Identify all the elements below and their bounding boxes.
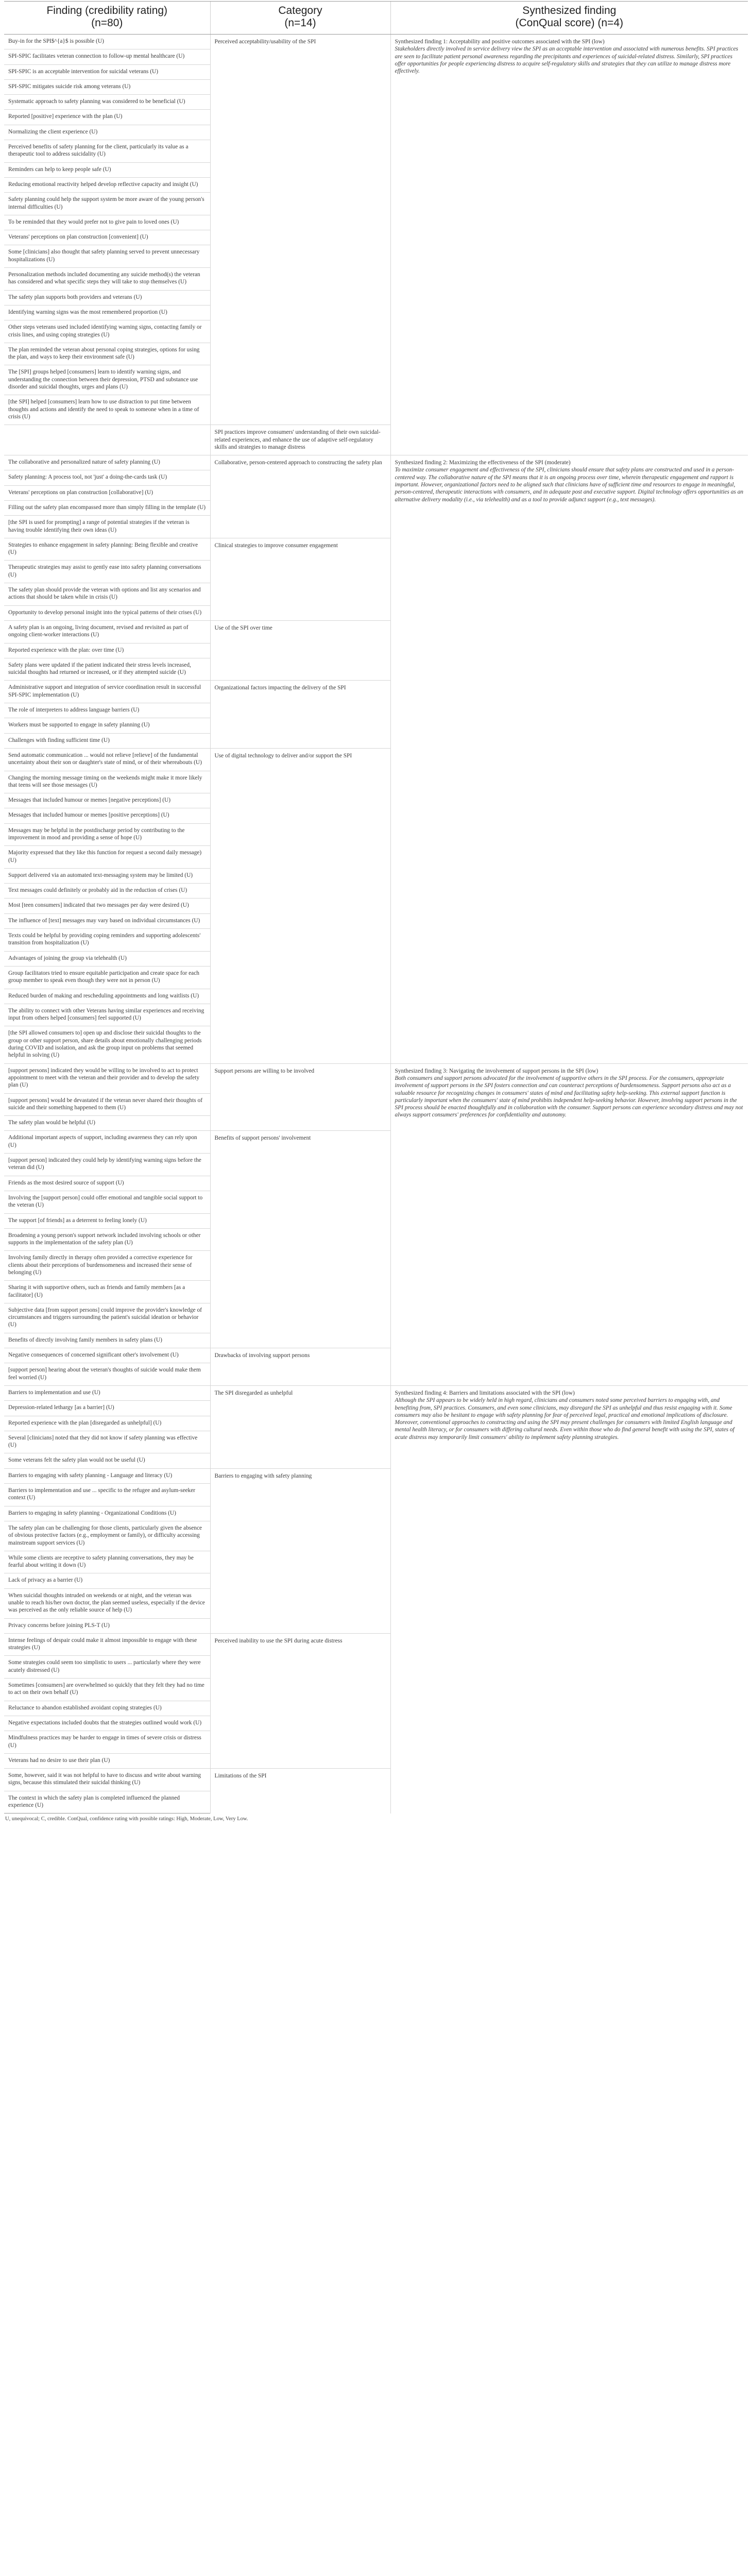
- finding-cell: [support person] hearing about the veteran's thoughts of suicide would make them feel worried (U): [4, 1363, 210, 1386]
- table-header-row: [4, 2, 748, 35]
- finding-cell: While some clients are receptive to safety planning conversations, they may be fearful about writing it down (U): [4, 1551, 210, 1573]
- category-cell: Benefits of support persons' involvement: [210, 1131, 390, 1348]
- finding-cell: Therapeutic strategies may assist to gently ease into safety planning conversations (U): [4, 561, 210, 583]
- finding-cell: Depression-related lethargy [as a barrier] (U): [4, 1401, 210, 1416]
- category-cell: Clinical strategies to improve consumer engagement: [210, 538, 390, 620]
- category-cell: Limitations of the SPI: [210, 1769, 390, 1814]
- finding-cell: Reducing emotional reactivity helped develop reflective capacity and insight (U): [4, 177, 210, 192]
- synthesized-finding-text: Although the SPI appears to be widely held in high regard, clinicians and consumers noted some perceived barriers to engaging with, and benefiting from, SPI practices. Consumers, and even some clinicians, may disregard the SPI as unhelpful and thus resist engaging with it. Some consumers may also be hesitant to engage with safety planning for fear of perceived legal, practical and emotional implications of disclosure. Moreover, conventional approaches to constructing and using the SPI may present challenges for consumers with limited English language and mental health literacy, or for consumers with differing cultural needs. Even within those who do find general benefit with using the SPI, states of acute distress may temporarily limit consumers' ability to implement safety planning strategies.: [395, 1397, 734, 1440]
- finding-cell: Some veterans felt the safety plan would not be useful (U): [4, 1453, 210, 1468]
- header-finding-count: (n=80): [91, 17, 123, 29]
- finding-cell: The context in which the safety plan is completed influenced the planned experience (U): [4, 1791, 210, 1814]
- synthesized-finding-text: Stakeholders directly involved in service delivery view the SPI as an acceptable intervention and associated with numerous benefits. SPI practices are seen to facilitate patient personal awareness regarding the precipitants and experiences of suicidal-related distress. Similarly, SPI practices offer opportunities for people experiencing distress to acquire self-regulatory skills and strategies that they can utilize to manage distress more effectively.: [395, 46, 739, 75]
- finding-cell: Buy-in for the SPI$^{a}$ is possible (U): [4, 35, 210, 49]
- finding-cell: Reluctance to abandon established avoidant coping strategies (U): [4, 1701, 210, 1716]
- category-cell: Support persons are willing to be involved: [210, 1063, 390, 1131]
- finding-cell: [support persons] indicated they would be willing to be involved to act to protect appointment to meet with the veteran and their provider and to develop the safety plan (U): [4, 1063, 210, 1093]
- finding-cell: Most [teen consumers] indicated that two messages per day were desired (U): [4, 899, 210, 913]
- finding-cell: Messages may be helpful in the postdischarge period by contributing to the improvement in mood and providing a sense of hope (U): [4, 823, 210, 846]
- finding-cell: Reported [positive] experience with the plan (U): [4, 110, 210, 125]
- finding-cell: Barriers to engaging with safety planning - Language and literacy (U): [4, 1468, 210, 1483]
- finding-cell: Benefits of directly involving family members in safety plans (U): [4, 1333, 210, 1348]
- finding-cell: The role of interpreters to address language barriers (U): [4, 703, 210, 718]
- finding-cell: The safety plan should provide the veteran with options and list any scenarios and actions that should be taken while in crisis (U): [4, 583, 210, 606]
- category-cell: Use of the SPI over time: [210, 620, 390, 680]
- finding-cell: Messages that included humour or memes [negative perceptions] (U): [4, 793, 210, 808]
- category-cell: Drawbacks of involving support persons: [210, 1348, 390, 1386]
- header-synthesis-label: Synthesized finding: [522, 5, 617, 16]
- table-row: [4, 1385, 748, 1400]
- finding-cell: The support [of friends] as a deterrent to feeling lonely (U): [4, 1213, 210, 1228]
- finding-cell: Broadening a young person's support network included involving schools or other supports in the implementation of the safety plan (U): [4, 1228, 210, 1251]
- synthesized-finding-title: Synthesized finding 4: Barriers and limitations associated with the SPI (low): [395, 1389, 575, 1396]
- table-footnote: U, unequivocal; C, credible. ConQual, confidence rating with possible ratings: High, Moderate, Low, Very Low.: [5, 1816, 248, 1822]
- finding-cell: [the SPI] helped [consumers] learn how to use distraction to put time between thoughts and actions and identify the need to speak to someone when in a time of crisis (U): [4, 395, 210, 425]
- finding-cell: Sharing it with supportive others, such as friends and family members [as a facilitator] (U): [4, 1281, 210, 1303]
- header-category: [210, 2, 390, 35]
- finding-cell: The [SPI] groups helped [consumers] learn to identify warning signs, and understanding the connection between their depression, PTSD and substance use disorder and suicidal thoughts, urges and plans (U): [4, 365, 210, 395]
- finding-cell: A safety plan is an ongoing, living document, revised and revisited as part of ongoing client-worker interactions (U): [4, 620, 210, 643]
- category-cell: The SPI disregarded as unhelpful: [210, 1385, 390, 1468]
- table-row: [4, 455, 748, 470]
- finding-cell: Group facilitators tried to ensure equitable participation and create space for each group member to speak even though they were not in person (U): [4, 966, 210, 989]
- finding-cell: Perceived benefits of safety planning for the client, particularly its value as a therapeutic tool to address suicidality (U): [4, 140, 210, 163]
- finding-cell: The safety plan would be helpful (U): [4, 1116, 210, 1131]
- finding-cell: Normalizing the client experience (U): [4, 125, 210, 140]
- finding-cell: Strategies to enhance engagement in safety planning: Being flexible and creative (U): [4, 538, 210, 561]
- findings-table: [4, 1, 748, 1814]
- header-category-label: Category: [278, 5, 322, 16]
- finding-cell: Some strategies could seem too simplistic to users ... particularly where they were acutely distressed (U): [4, 1656, 210, 1679]
- finding-cell: Mindfulness practices may be harder to engage in times of severe crisis or distress (U): [4, 1731, 210, 1754]
- finding-cell: [the SPI is used for prompting] a range of potential strategies if the veteran is having trouble identifying their own ideas (U): [4, 516, 210, 538]
- finding-cell: Involving the [support person] could offer emotional and tangible social support to the veteran (U): [4, 1191, 210, 1213]
- finding-cell: Some, however, said it was not helpful to have to discuss and write about warning signs, because this stimulated their suicidal thinking (U): [4, 1769, 210, 1791]
- finding-cell: Safety plans were updated if the patient indicated their stress levels increased, suicidal thoughts had returned or increased, or if they attempted suicide (U): [4, 658, 210, 681]
- finding-cell: [support person] indicated they could help by identifying warning signs before the veteran did (U): [4, 1154, 210, 1176]
- finding-cell: The influence of [text] messages may vary based on individual circumstances (U): [4, 913, 210, 928]
- synthesized-finding-title: Synthesized finding 3: Navigating the involvement of support persons in the SPI (low): [395, 1067, 599, 1074]
- category-cell: Organizational factors impacting the delivery of the SPI: [210, 681, 390, 748]
- header-finding-label: Finding (credibility rating): [46, 5, 168, 16]
- header-category-count: (n=14): [284, 17, 316, 29]
- finding-cell: Several [clinicians] noted that they did not know if safety planning was effective (U): [4, 1431, 210, 1453]
- category-cell: Barriers to engaging with safety planning: [210, 1468, 390, 1633]
- finding-cell: Send automatic communication ... would not relieve [relieve] of the fundamental uncertainty about their son or daughter's state of mind, or of their whereabouts (U): [4, 748, 210, 771]
- finding-cell: [the SPI allowed consumers to] open up and disclose their suicidal thoughts to the group or other support person, share details about emotionally challenging periods during COVID and isolation, and ask the group input on problems that seemed helpful in solving (U): [4, 1026, 210, 1063]
- finding-cell: Barriers to implementation and use ... specific to the refugee and asylum-seeker context (U): [4, 1484, 210, 1506]
- finding-cell: Changing the morning message timing on the weekends might make it more likely that teens will see those messages (U): [4, 771, 210, 793]
- finding-cell: SPI-SPIC is an acceptable intervention for suicidal veterans (U): [4, 64, 210, 79]
- finding-cell: Friends as the most desired source of support (U): [4, 1176, 210, 1191]
- synthesized-finding-cell: [390, 35, 748, 455]
- finding-cell: Personalization methods included documenting any suicide method(s) the veteran has considered and what specific steps they will take to stop themselves (U): [4, 268, 210, 291]
- finding-cell: The ability to connect with other Veterans having similar experiences and receiving input from others helped [consumers] feel supported (U): [4, 1004, 210, 1026]
- finding-cell: Reminders can help to keep people safe (U): [4, 162, 210, 177]
- category-cell: Collaborative, person-centered approach to constructing the safety plan: [210, 455, 390, 538]
- finding-cell: Barriers to engaging in safety planning - Organizational Conditions (U): [4, 1506, 210, 1521]
- finding-cell: When suicidal thoughts intruded on weekends or at night, and the veteran was unable to reach his/her own doctor, the plan seemed useless, especially if the device was perceived as the only reliable source of help (U): [4, 1588, 210, 1618]
- finding-cell: Advantages of joining the group via telehealth (U): [4, 951, 210, 966]
- finding-cell: SPI-SPIC mitigates suicide risk among veterans (U): [4, 79, 210, 94]
- synthesized-finding-text: To maximize consumer engagement and effectiveness of the SPI, clinicians should ensure that safety plans are constructed and used in a person-centered way. The collaborative nature of the SPI means that it is an ongoing process over time, wherein therapeutic engagement and rapport is important. However, organizational factors need to be aligned such that clinicians have of sufficient time and resources to engage in meaningful, person-centered, therapeutic interactions with consumers, and in adequate post and executive support. Digital technology offers opportunities as an alternative delivery modality (i.e., via telehealth) and as a tool to provide adjunct support (e.g., text messages).: [395, 467, 744, 503]
- finding-cell: Challenges with finding sufficient time (U): [4, 733, 210, 748]
- finding-cell: Veterans' perceptions on plan construction [collaborative] (U): [4, 485, 210, 500]
- category-cell: SPI practices improve consumers' understanding of their own suicidal-related experiences, and enhance the use of adaptive self-regulatory skills and strategies to manage distress: [210, 425, 390, 455]
- finding-cell: The safety plan supports both providers and veterans (U): [4, 290, 210, 305]
- finding-cell: Systematic approach to safety planning was considered to be beneficial (U): [4, 95, 210, 110]
- finding-cell: Safety planning: A process tool, not 'just' a doing-the-cards task (U): [4, 470, 210, 485]
- finding-cell: To be reminded that they would prefer not to give pain to loved ones (U): [4, 215, 210, 230]
- findings-table-page: [4, 0, 748, 1822]
- finding-cell: Filling out the safety plan encompassed more than simply filling in the template (U): [4, 500, 210, 515]
- category-cell: Use of digital technology to deliver and/or support the SPI: [210, 748, 390, 1063]
- category-cell: Perceived inability to use the SPI during acute distress: [210, 1633, 390, 1768]
- finding-cell: Veterans' perceptions on plan construction [convenient] (U): [4, 230, 210, 245]
- finding-cell: The plan reminded the veteran about personal coping strategies, options for using the plan, and ways to keep their environment safe (U): [4, 343, 210, 365]
- finding-cell: Texts could be helpful by providing coping reminders and supporting adolescents' transition from hospitalization (U): [4, 929, 210, 952]
- table-row: [4, 35, 748, 49]
- header-finding: [4, 2, 210, 35]
- header-synthesis: [390, 2, 748, 35]
- finding-cell: Messages that included humour or memes [positive perceptions] (U): [4, 808, 210, 823]
- finding-cell: Involving family directly in therapy often provided a corrective experience for clients about their perceptions of burdensomeness and increased their sense of belonging (U): [4, 1251, 210, 1281]
- finding-cell: The collaborative and personalized nature of safety planning (U): [4, 455, 210, 470]
- finding-cell: Reduced burden of making and rescheduling appointments and long waitlists (U): [4, 989, 210, 1004]
- finding-cell: [4, 425, 210, 455]
- finding-cell: Negative expectations included doubts that the strategies outlined would work (U): [4, 1716, 210, 1731]
- finding-cell: Veterans had no desire to use their plan (U): [4, 1753, 210, 1768]
- finding-cell: Additional important aspects of support, including awareness they can rely upon (U): [4, 1131, 210, 1154]
- synthesized-finding-title: Synthesized finding 1: Acceptability and positive outcomes associated with the SPI (low): [395, 39, 605, 45]
- finding-cell: Identifying warning signs was the most remembered proportion (U): [4, 305, 210, 320]
- finding-cell: Administrative support and integration of service coordination result in successful SPI-SPIC implementation (U): [4, 681, 210, 703]
- finding-cell: Lack of privacy as a barrier (U): [4, 1573, 210, 1588]
- header-synthesis-count: (ConQual score) (n=4): [515, 17, 623, 29]
- finding-cell: Privacy concerns before joining PLS-T (U): [4, 1618, 210, 1633]
- synthesized-finding-title: Synthesized finding 2: Maximizing the effectiveness of the SPI (moderate): [395, 460, 571, 466]
- finding-cell: Reported experience with the plan: over time (U): [4, 643, 210, 658]
- finding-cell: Barriers to implementation and use (U): [4, 1385, 210, 1400]
- finding-cell: Opportunity to develop personal insight into the typical patterns of their crises (U): [4, 605, 210, 620]
- category-cell: Perceived acceptability/usability of the SPI: [210, 35, 390, 425]
- finding-cell: Text messages could definitely or probably aid in the reduction of crises (U): [4, 884, 210, 899]
- synthesized-finding-cell: [390, 1063, 748, 1385]
- synthesized-finding-cell: [390, 455, 748, 1064]
- synthesized-finding-cell: [390, 1385, 748, 1813]
- table-body: [4, 35, 748, 1814]
- table-row: [4, 1063, 748, 1093]
- finding-cell: Workers must be supported to engage in safety planning (U): [4, 718, 210, 733]
- finding-cell: Negative consequences of concerned significant other's involvement (U): [4, 1348, 210, 1363]
- finding-cell: Sometimes [consumers] are overwhelmed so quickly that they felt they had no time to act on their own behalf (U): [4, 1679, 210, 1701]
- finding-cell: Reported experience with the plan [disregarded as unhelpful] (U): [4, 1416, 210, 1431]
- finding-cell: Safety planning could help the support system be more aware of the young person's internal difficulties (U): [4, 193, 210, 215]
- finding-cell: Majority expressed that they like this function for request a second daily message) (U): [4, 846, 210, 869]
- finding-cell: Some [clinicians] also thought that safety planning served to prevent unnecessary hospitalizations (U): [4, 245, 210, 268]
- finding-cell: SPI-SPIC facilitates veteran connection to follow-up mental healthcare (U): [4, 49, 210, 64]
- synthesized-finding-text: Both consumers and support persons advocated for the involvement of supportive others in the SPI process. For the consumers, appropriate involvement of support persons in the SPI fosters connection and can counteract perceptions of burdensomeness. Support persons also act as a valuable resource for recognizing changes in consumers' states of mind and facilitating safety help-seeking. This external support function is particularly important when the consumers' state of mind prohibits independent help-seeking behavior. However, involving support persons in the SPI process should be enacted thoughtfully and in collaboration with the consumer. Support persons can experience secondary distress and may not always support consumers' preferences for confidentiality and autonomy.: [395, 1075, 743, 1118]
- finding-cell: Other steps veterans used included identifying warning signs, contacting family or crisis lines, and using coping strategies (U): [4, 320, 210, 343]
- finding-cell: The safety plan can be challenging for those clients, particularly given the absence of obvious protective factors (e.g., employment or family), or difficulty accessing mainstream support services (U): [4, 1521, 210, 1551]
- finding-cell: Support delivered via an automated text-messaging system may be limited (U): [4, 868, 210, 883]
- finding-cell: Intense feelings of despair could make it almost impossible to engage with these strategies (U): [4, 1633, 210, 1656]
- finding-cell: Subjective data [from support persons] could improve the provider's knowledge of circumstances and triggers surrounding the patient's suicidal ideation or behavior (U): [4, 1303, 210, 1333]
- finding-cell: [support persons] would be devastated if the veteran never shared their thoughts of suicide and their something happened to them (U): [4, 1093, 210, 1116]
